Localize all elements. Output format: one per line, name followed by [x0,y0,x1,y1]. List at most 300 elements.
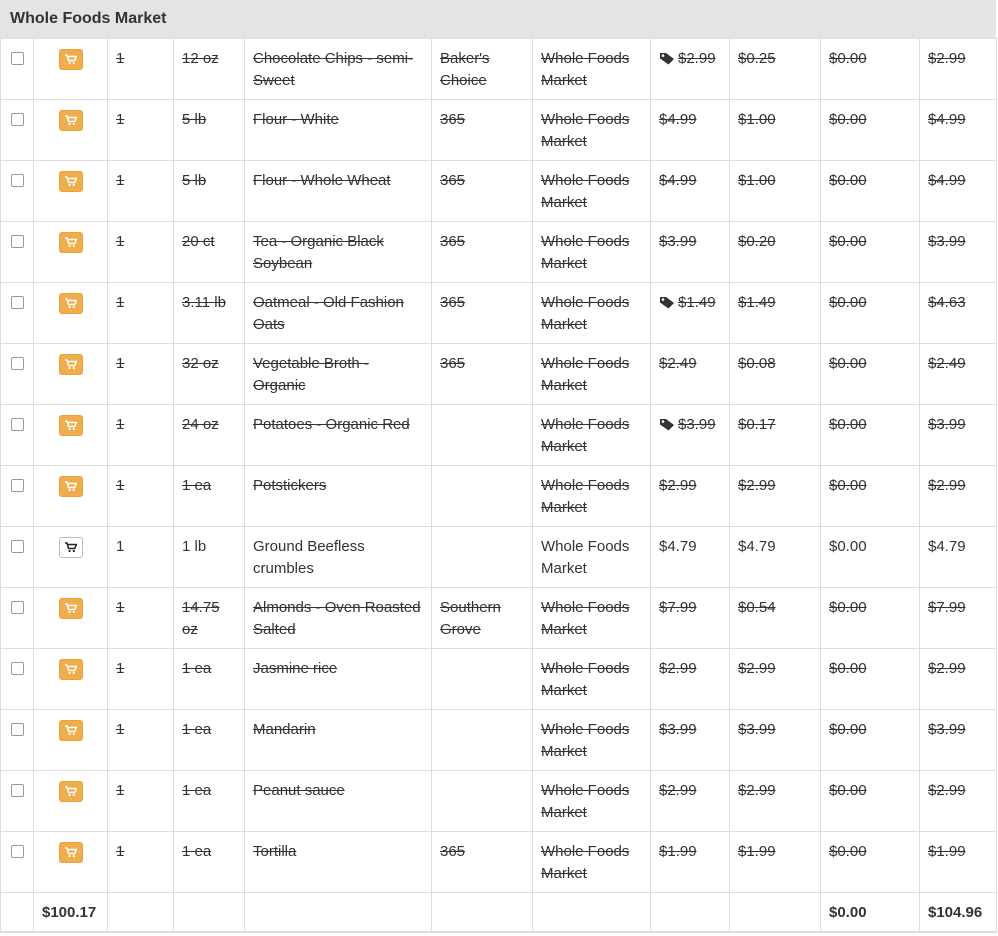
select-checkbox[interactable] [11,540,24,553]
price-cell [651,527,730,588]
brand-cell [432,344,533,405]
price-cell [651,405,730,466]
coupon-cell [821,710,920,771]
size-cell [174,466,245,527]
select-checkbox[interactable] [11,784,24,797]
totals-empty [174,893,245,932]
item-total-cell [920,405,997,466]
item-name-cell [245,588,432,649]
size-cell [174,100,245,161]
price-cell [651,161,730,222]
price-text: $2.99 [659,782,697,799]
select-cell [1,100,34,161]
coupon-text: $0.00 [829,50,867,67]
item-name-cell [245,161,432,222]
qty-cell [108,527,174,588]
qty-text: 1 [116,477,125,494]
item-name-text: Tea - Organic Black Soybean [253,233,384,272]
size-cell [174,588,245,649]
qty-text: 1 [116,416,125,433]
cart-toggle-button[interactable] [59,171,83,192]
unit-price-text: $4.79 [738,538,776,555]
qty-cell [108,39,174,100]
store-cell [533,222,651,283]
table-row [1,771,997,832]
store-text: Whole Foods Market [541,111,630,150]
size-text: 1 ea [182,477,212,494]
price-cell [651,649,730,710]
coupon-text: $0.00 [829,721,867,738]
table-row [1,161,997,222]
brand-cell [432,771,533,832]
item-total-text: $7.99 [928,599,966,616]
table-row [1,588,997,649]
select-checkbox[interactable] [11,662,24,675]
coupon-cell [821,161,920,222]
coupon-text: $0.00 [829,172,867,189]
select-checkbox[interactable] [11,479,24,492]
item-total-cell [920,283,997,344]
price-cell [651,39,730,100]
size-cell [174,344,245,405]
item-name-text: Potatoes - Organic Red [253,416,410,433]
price-text: $4.99 [659,172,697,189]
coupon-cell [821,344,920,405]
item-name-cell [245,771,432,832]
price-text: $2.99 [678,50,716,67]
item-total-text: $4.99 [928,172,966,189]
store-cell [533,771,651,832]
select-cell [1,527,34,588]
store-text: Whole Foods Market [541,172,630,211]
cart-toggle-button[interactable] [59,598,83,619]
store-text: Whole Foods Market [541,782,630,821]
item-total-cell [920,588,997,649]
coupon-text: $0.00 [829,294,867,311]
cart-toggle-button[interactable] [59,537,83,558]
brand-cell [432,527,533,588]
price-cell [651,771,730,832]
select-checkbox[interactable] [11,113,24,126]
unit-price-text: $2.99 [738,782,776,799]
unit-price-text: $1.99 [738,843,776,860]
coupon-cell [821,588,920,649]
store-text: Whole Foods Market [541,294,630,333]
cart-cell [34,344,108,405]
brand-cell [432,710,533,771]
table-row [1,100,997,161]
qty-text: 1 [116,660,125,677]
price-tag-icon [659,50,675,72]
price-cell [651,222,730,283]
size-text: 1 ea [182,660,212,677]
coupon-text: $0.00 [829,355,867,372]
item-total-text: $4.99 [928,111,966,128]
brand-cell [432,222,533,283]
coupon-cell [821,405,920,466]
cart-cell [34,405,108,466]
select-checkbox[interactable] [11,845,24,858]
select-cell [1,649,34,710]
cart-cell [34,527,108,588]
qty-text: 1 [116,782,125,799]
item-total-cell [920,100,997,161]
cart-toggle-button[interactable] [59,720,83,741]
store-text: Whole Foods Market [541,843,630,882]
size-text: 32 oz [182,355,219,372]
price-text: $2.49 [659,355,697,372]
store-text: Whole Foods Market [541,660,630,699]
table-row [1,466,997,527]
cart-toggle-button[interactable] [59,49,83,70]
table-row [1,649,997,710]
item-total-cell [920,466,997,527]
select-checkbox[interactable] [11,296,24,309]
price-text: $2.99 [659,477,697,494]
coupon-cell [821,771,920,832]
cart-toggle-button[interactable] [59,842,83,863]
item-total-cell [920,649,997,710]
item-total-cell [920,527,997,588]
cart-cell [34,100,108,161]
item-name-text: Potstickers [253,477,327,494]
brand-cell [432,588,533,649]
brand-text: 365 [440,843,466,860]
qty-cell [108,771,174,832]
item-total-text: $4.79 [928,538,966,555]
coupon-cell [821,100,920,161]
item-name-cell [245,100,432,161]
store-text: Whole Foods Market [541,416,630,455]
item-total-text: $2.49 [928,355,966,372]
table-row [1,222,997,283]
store-cell [533,832,651,893]
cart-toggle-button[interactable] [59,781,83,802]
cart-cell [34,161,108,222]
price-text: $4.99 [659,111,697,128]
unit-price-text: $1.49 [738,294,776,311]
item-name-cell [245,39,432,100]
item-total-text: $2.99 [928,660,966,677]
qty-text: 1 [116,355,125,372]
table-row [1,710,997,771]
size-text: 12 oz [182,50,219,67]
brand-text: 365 [440,172,466,189]
item-name-text: Flour - White [253,111,339,128]
item-name-text: Vegetable Broth - Organic [253,355,369,394]
cart-toggle-button[interactable] [59,110,83,131]
coupon-cell [821,466,920,527]
price-text: $1.99 [659,843,697,860]
item-name-text: Almonds - Oven Roasted Salted [253,599,421,638]
totals-empty [1,893,34,932]
store-text: Whole Foods Market [541,50,630,89]
store-cell [533,649,651,710]
select-cell [1,710,34,771]
item-total-cell [920,161,997,222]
item-total-text: $3.99 [928,416,966,433]
price-text: $3.99 [678,416,716,433]
unit-price-text: $1.00 [738,172,776,189]
price-cell [651,466,730,527]
store-cell [533,100,651,161]
table-row [1,283,997,344]
store-text: Whole Foods Market [541,538,630,577]
item-total-cell [920,710,997,771]
size-text: 20 ct [182,233,215,250]
coupon-text: $0.00 [829,416,867,433]
size-cell [174,405,245,466]
qty-cell [108,832,174,893]
size-cell [174,283,245,344]
store-cell [533,588,651,649]
totals-empty [730,893,821,932]
price-text: $3.99 [659,233,697,250]
brand-text: 365 [440,233,466,250]
item-name-cell [245,832,432,893]
coupon-text: $0.00 [829,477,867,494]
totals-empty [533,893,651,932]
item-name-cell [245,222,432,283]
size-cell [174,710,245,771]
qty-text: 1 [116,538,125,555]
price-cell [651,283,730,344]
price-text: $3.99 [659,721,697,738]
totals-empty [245,893,432,932]
item-name-text: Chocolate Chips - semi-Sweet [253,50,414,89]
size-text: 24 oz [182,416,219,433]
select-cell [1,222,34,283]
qty-text: 1 [116,843,125,860]
item-total-text: $2.99 [928,50,966,67]
unit-price-cell [730,161,821,222]
unit-price-cell [730,283,821,344]
cart-cell [34,649,108,710]
coupon-text: $0.00 [829,111,867,128]
cart-cell [34,222,108,283]
totals-empty [432,893,533,932]
totals-empty [108,893,174,932]
select-cell [1,466,34,527]
coupon-text: $0.00 [829,599,867,616]
item-total-cell [920,832,997,893]
table-row [1,527,997,588]
item-total-cell [920,344,997,405]
item-name-cell [245,405,432,466]
brand-cell [432,39,533,100]
item-name-text: Tortilla [253,843,297,860]
brand-text: 365 [440,355,466,372]
select-checkbox[interactable] [11,52,24,65]
qty-cell [108,649,174,710]
item-total-cell [920,771,997,832]
unit-price-cell [730,100,821,161]
store-text: Whole Foods Market [541,599,630,638]
price-tag-icon [659,294,675,316]
brand-cell [432,466,533,527]
select-checkbox[interactable] [11,723,24,736]
item-total-text: $1.99 [928,843,966,860]
store-cell [533,161,651,222]
size-text: 5 lb [182,172,207,189]
qty-cell [108,100,174,161]
store-cell [533,710,651,771]
unit-price-text: $2.99 [738,477,776,494]
brand-cell [432,100,533,161]
size-cell [174,527,245,588]
price-text: $7.99 [659,599,697,616]
cart-cell [34,710,108,771]
select-checkbox[interactable] [11,235,24,248]
store-cell [533,466,651,527]
unit-price-text: $1.00 [738,111,776,128]
item-name-cell [245,527,432,588]
cart-cell [34,832,108,893]
item-name-text: Peanut sauce [253,782,345,799]
coupon-cell [821,39,920,100]
size-cell [174,832,245,893]
cart-toggle-button[interactable] [59,293,83,314]
table-body [1,39,997,893]
qty-cell [108,405,174,466]
unit-price-cell [730,527,821,588]
item-total-cell [920,222,997,283]
cart-toggle-button[interactable] [59,476,83,497]
store-cell [533,344,651,405]
select-cell [1,588,34,649]
store-cell [533,39,651,100]
size-cell [174,161,245,222]
price-cell [651,710,730,771]
cart-toggle-button[interactable] [59,415,83,436]
qty-cell [108,222,174,283]
unit-price-cell [730,649,821,710]
size-text: 5 lb [182,111,207,128]
select-cell [1,161,34,222]
select-checkbox[interactable] [11,601,24,614]
unit-price-cell [730,832,821,893]
price-cell [651,344,730,405]
table-row [1,39,997,100]
select-cell [1,832,34,893]
unit-price-cell [730,466,821,527]
qty-text: 1 [116,50,125,67]
coupon-cell [821,283,920,344]
coupon-text: $0.00 [829,782,867,799]
qty-text: 1 [116,233,125,250]
store-text: Whole Foods Market [541,355,630,394]
qty-cell [108,588,174,649]
select-checkbox[interactable] [11,418,24,431]
select-checkbox[interactable] [11,174,24,187]
qty-cell [108,161,174,222]
item-name-cell [245,344,432,405]
price-cell [651,100,730,161]
coupon-cell [821,527,920,588]
price-cell [651,832,730,893]
price-text: $2.99 [659,660,697,677]
cart-toggle-button[interactable] [59,232,83,253]
select-cell [1,344,34,405]
coupon-text: $0.00 [829,660,867,677]
store-text: Whole Foods Market [541,233,630,272]
select-checkbox[interactable] [11,357,24,370]
item-name-cell [245,710,432,771]
qty-cell [108,344,174,405]
item-name-text: Jasmine rice [253,660,338,677]
item-total-text: $3.99 [928,233,966,250]
coupon-cell [821,832,920,893]
coupon-total-cell: $0.00 [821,893,920,932]
unit-price-cell [730,710,821,771]
totals-row [1,893,997,932]
qty-text: 1 [116,111,125,128]
brand-cell [432,283,533,344]
price-text: $4.79 [659,538,697,555]
unit-price-cell [730,771,821,832]
brand-cell [432,649,533,710]
brand-text: Baker's Choice [440,50,490,89]
size-text: 1 lb [182,538,207,555]
item-total-text: $3.99 [928,721,966,738]
size-text: 1 ea [182,843,212,860]
cart-cell [34,771,108,832]
shopping-list-table [0,38,997,933]
item-total-text: $4.63 [928,294,966,311]
cart-cell [34,283,108,344]
cart-cell [34,466,108,527]
item-name-text: Mandarin [253,721,316,738]
size-text: 1 ea [182,721,212,738]
size-cell [174,771,245,832]
unit-price-text: $3.99 [738,721,776,738]
select-cell [1,405,34,466]
cart-cell [34,39,108,100]
select-cell [1,283,34,344]
store-cell [533,527,651,588]
coupon-text: $0.00 [829,538,867,555]
brand-cell [432,832,533,893]
qty-text: 1 [116,721,125,738]
qty-cell [108,710,174,771]
qty-cell [108,466,174,527]
table-row [1,405,997,466]
coupon-cell [821,222,920,283]
qty-cell [108,283,174,344]
price-cell [651,588,730,649]
store-heading: Whole Foods Market [0,0,996,38]
cart-cell [34,588,108,649]
item-total-text: $2.99 [928,782,966,799]
size-cell [174,649,245,710]
cart-toggle-button[interactable] [59,354,83,375]
table-row [1,832,997,893]
item-total-cell [920,39,997,100]
brand-text: 365 [440,294,466,311]
item-name-text: Oatmeal - Old Fashion Oats [253,294,404,333]
item-name-cell [245,283,432,344]
cart-toggle-button[interactable] [59,659,83,680]
coupon-text: $0.00 [829,843,867,860]
qty-text: 1 [116,294,125,311]
size-cell [174,39,245,100]
table-row [1,344,997,405]
subtotal-cell: $100.17 [34,893,108,932]
size-text: 1 ea [182,782,212,799]
brand-cell [432,161,533,222]
brand-text: Southern Grove [440,599,501,638]
price-tag-icon [659,416,675,438]
